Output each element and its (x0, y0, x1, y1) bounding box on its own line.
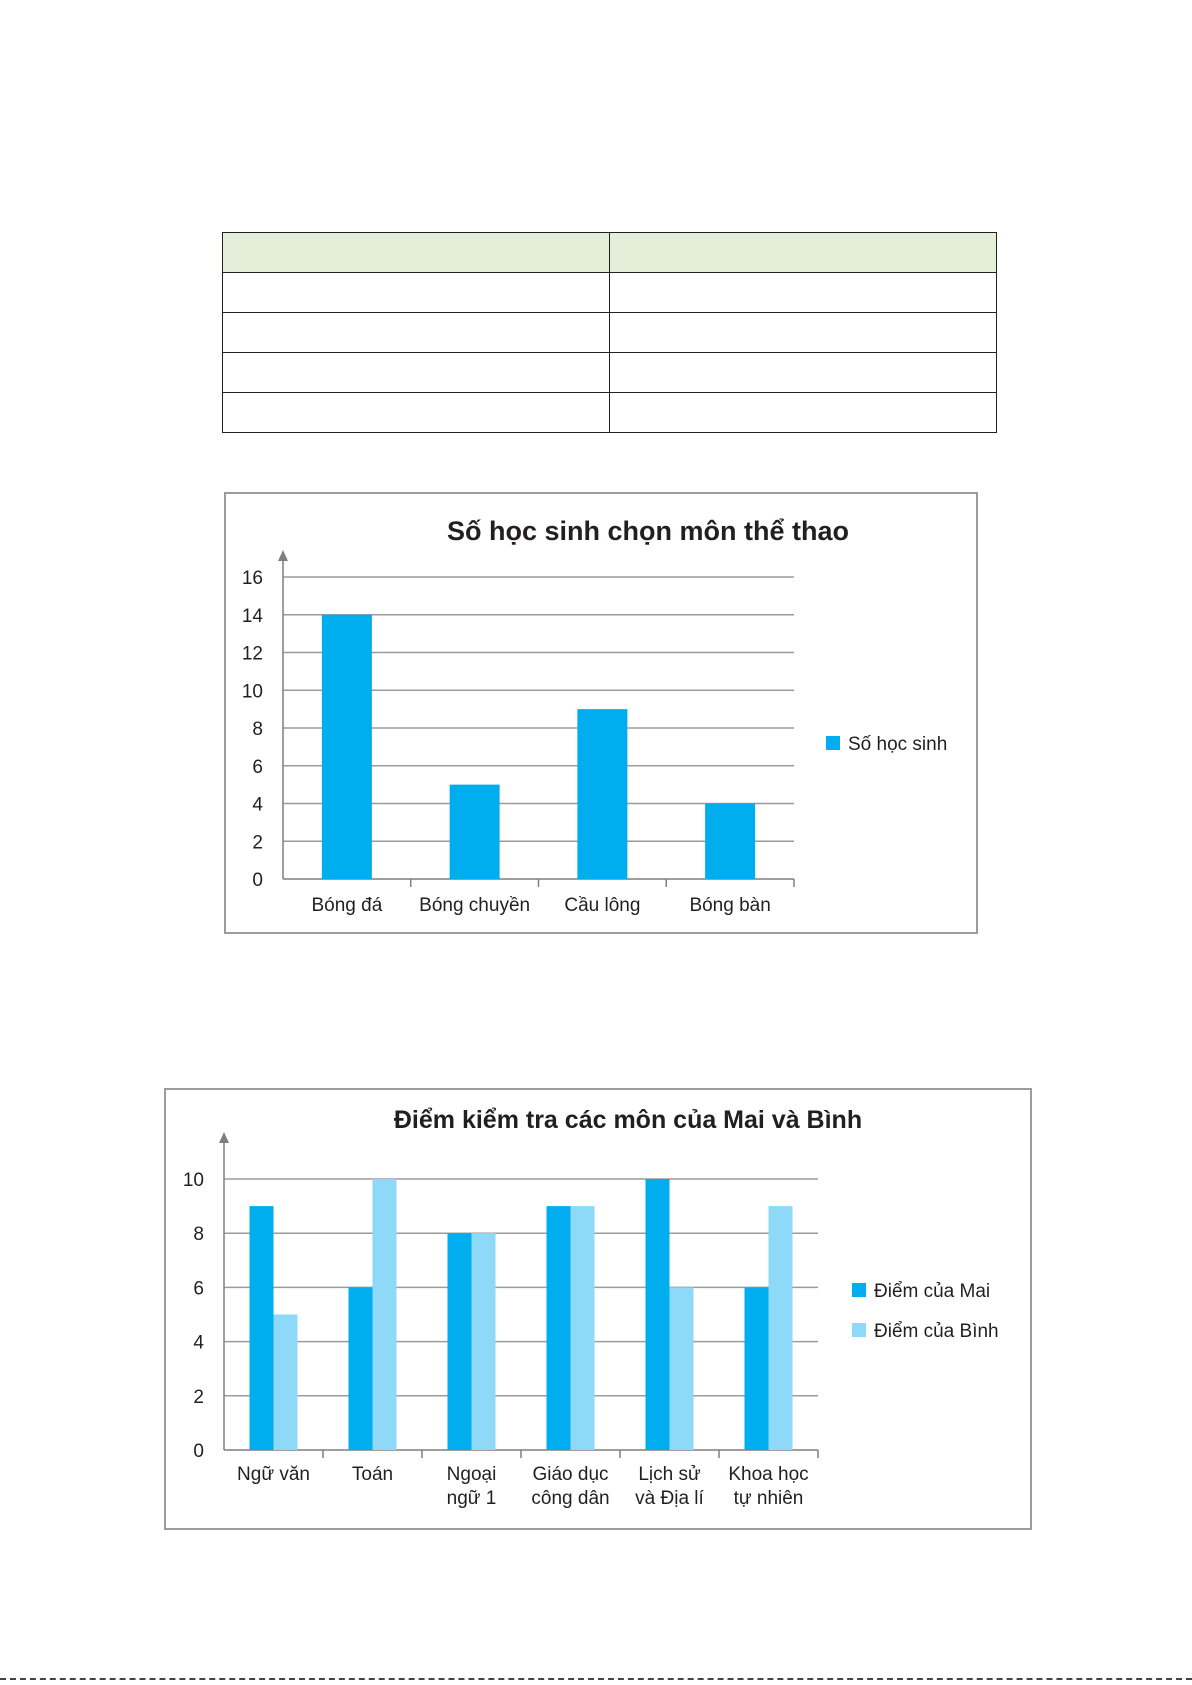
scores-x-category-label: Ngoại (446, 1464, 497, 1485)
scores-legend-label: Điểm của Bình (874, 1321, 999, 1342)
sports-x-category-label: Bóng bàn (689, 895, 771, 916)
scores-x-category-label: tự nhiên (733, 1488, 804, 1509)
sports-y-tick-label: 2 (252, 832, 263, 854)
sports-x-category-label: Cầu lông (564, 895, 641, 916)
sports-legend-swatch (826, 736, 840, 750)
scores-bar-2 (769, 1206, 793, 1450)
table-cell (223, 273, 610, 313)
scores-bar-2 (670, 1287, 694, 1450)
arrow-up-icon (278, 550, 288, 561)
table-row (223, 273, 997, 313)
scores-chart-panel (164, 1088, 1032, 1530)
table-cell (610, 353, 997, 393)
sports-y-tick-label: 4 (252, 794, 263, 816)
table-cell (610, 273, 997, 313)
scores-x-category-label: ngữ 1 (446, 1488, 497, 1509)
sports-y-tick-label: 6 (252, 756, 263, 778)
table-row (223, 353, 997, 393)
scores-y-tick-label: 0 (193, 1441, 204, 1462)
scores-y-tick-label: 6 (193, 1278, 204, 1300)
scores-bar-1 (448, 1233, 472, 1450)
scores-bar-2 (571, 1206, 595, 1450)
scores-bar-1 (547, 1206, 571, 1450)
scores-bar-1 (646, 1179, 670, 1450)
scores-bar-1 (349, 1287, 373, 1450)
scores-chart-title: Điểm kiểm tra các môn của Mai và Bình (393, 1106, 863, 1134)
table-header-row (223, 233, 997, 273)
scores-legend-swatch (852, 1323, 866, 1337)
scores-y-tick-label: 2 (193, 1386, 204, 1408)
sports-chart-title: Số học sinh chọn môn thể thao (447, 516, 849, 546)
blank-data-table (222, 232, 997, 433)
scores-y-tick-label: 4 (193, 1332, 204, 1354)
table-header-cell (610, 233, 997, 273)
sports-x-category-label: Bóng đá (311, 895, 383, 916)
sports-y-tick-label: 0 (252, 870, 263, 891)
scores-x-category-label: và Địa lí (635, 1488, 704, 1509)
table-header-cell (223, 233, 610, 273)
sports-y-tick-label: 16 (241, 568, 263, 589)
arrow-up-icon (219, 1132, 229, 1143)
scores-legend-label: Điểm của Mai (874, 1281, 991, 1302)
sports-x-category-label: Bóng chuyền (419, 895, 531, 916)
scores-bar-1 (250, 1206, 274, 1450)
scores-x-category-label: công dân (531, 1488, 610, 1509)
sports-bar-chart (226, 494, 976, 932)
scores-x-category-label: Giáo dục (532, 1464, 609, 1485)
table-row (223, 393, 997, 433)
sports-bar-1 (577, 709, 627, 879)
scores-legend-swatch (852, 1283, 866, 1297)
scores-x-category-label: Toán (351, 1464, 394, 1485)
scores-bar-2 (472, 1233, 496, 1450)
sports-y-tick-label: 8 (252, 719, 263, 740)
sports-bar-1 (450, 785, 500, 879)
table-cell (610, 393, 997, 433)
scores-bar-1 (745, 1287, 769, 1450)
table-cell (610, 313, 997, 353)
table-cell (223, 313, 610, 353)
sports-y-tick-label: 10 (241, 681, 263, 703)
scores-x-category-label: Ngữ văn (237, 1464, 310, 1485)
table-cell (223, 353, 610, 393)
scores-x-category-label: Lịch sử (638, 1464, 701, 1485)
sports-chart-panel (224, 492, 978, 934)
page-bottom-rule (0, 1678, 1192, 1680)
scores-y-tick-label: 8 (193, 1224, 204, 1246)
scores-bar-2 (274, 1315, 298, 1451)
scores-bar-chart (166, 1090, 1030, 1528)
scores-y-tick-label: 10 (182, 1170, 204, 1191)
table-row (223, 313, 997, 353)
sports-bar-1 (705, 804, 755, 880)
sports-bar-1 (322, 615, 372, 879)
scores-bar-2 (373, 1179, 397, 1450)
sports-y-tick-label: 14 (241, 605, 263, 627)
sports-y-tick-label: 12 (241, 643, 263, 665)
sports-legend-label: Số học sinh (848, 734, 948, 755)
scores-x-category-label: Khoa học (728, 1464, 809, 1485)
table-cell (223, 393, 610, 433)
